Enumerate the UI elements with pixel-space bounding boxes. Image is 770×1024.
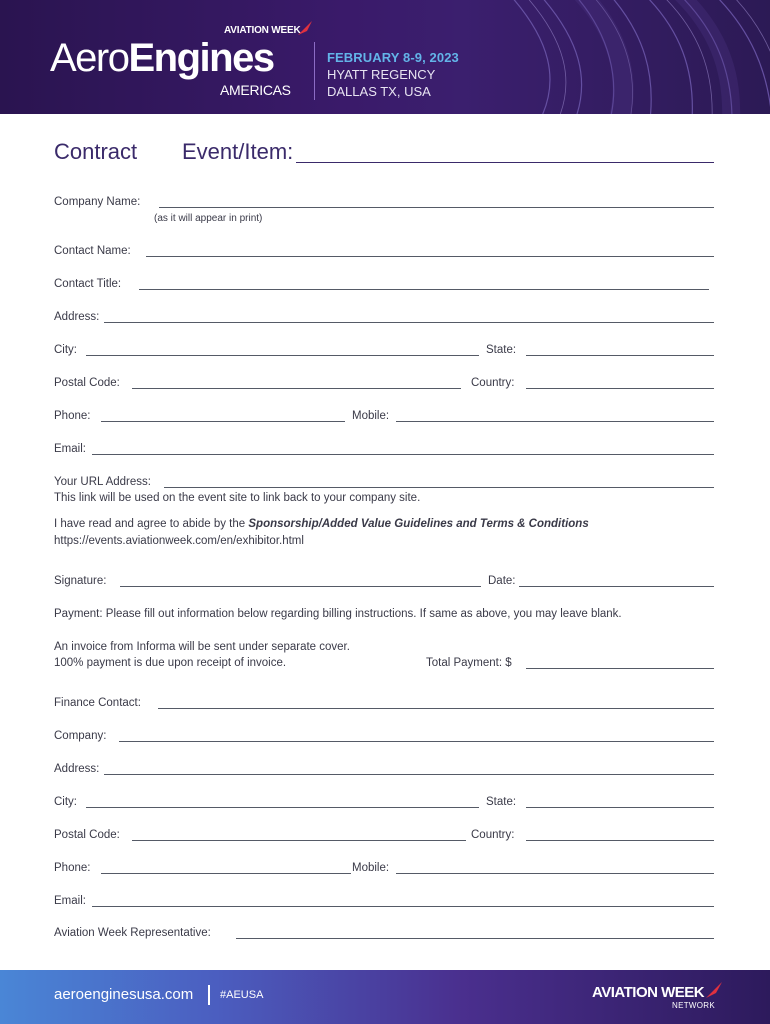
billing-postal-code-input[interactable] (132, 829, 466, 841)
footer-hashtag: #AEUSA (220, 989, 264, 1001)
page-title: Contract (54, 139, 138, 164)
billing-company-label: Company: (54, 730, 107, 742)
billing-country-label: Country: (471, 829, 515, 841)
signature-input[interactable] (120, 575, 481, 587)
header-divider (314, 42, 315, 100)
invoice-note-line1: An invoice from Informa will be sent under separate cover. (54, 641, 350, 653)
mobile-input[interactable] (396, 410, 714, 422)
company-name-label: Company Name: (54, 196, 141, 208)
company-name-input[interactable] (159, 196, 714, 208)
city-label: City: (54, 344, 77, 356)
total-payment-input[interactable] (526, 657, 714, 669)
address-input[interactable] (104, 311, 714, 323)
billing-phone-label: Phone: (54, 862, 91, 874)
billing-postal-code-label: Postal Code: (54, 829, 120, 841)
phone-input[interactable] (101, 410, 345, 422)
url-address-input[interactable] (164, 476, 714, 488)
representative-label: Aviation Week Representative: (54, 927, 211, 939)
aviation-week-mark-icon (296, 19, 314, 37)
phone-label: Phone: (54, 410, 91, 422)
billing-city-input[interactable] (86, 796, 479, 808)
company-name-note: (as it will appear in print) (154, 213, 263, 224)
engine-blades-graphic (470, 0, 770, 114)
billing-city-label: City: (54, 796, 77, 808)
aviation-week-mark-icon (704, 980, 724, 1000)
billing-country-input[interactable] (526, 829, 714, 841)
logo-engines-text: Engines (128, 36, 274, 80)
postal-code-label: Postal Code: (54, 377, 120, 389)
footer-banner (0, 970, 770, 1024)
billing-address-label: Address: (54, 763, 100, 775)
agreement-text (54, 518, 589, 530)
aeroengines-logo (50, 36, 274, 80)
billing-mobile-input[interactable] (396, 862, 714, 874)
contact-name-label: Contact Name: (54, 245, 131, 257)
country-input[interactable] (526, 377, 714, 389)
terms-emphasis: Sponsorship/Added Value Guidelines and Terms & Conditions (248, 518, 589, 530)
event-venue: HYATT REGENCY (327, 67, 436, 82)
mobile-label: Mobile: (352, 410, 390, 422)
logo-aero-text: Aero (50, 36, 129, 80)
billing-company-input[interactable] (119, 730, 714, 742)
state-label: State: (486, 344, 517, 356)
event-item-input[interactable] (296, 161, 714, 163)
finance-contact-input[interactable] (158, 697, 714, 709)
billing-state-input[interactable] (526, 796, 714, 808)
address-label: Address: (54, 311, 100, 323)
billing-state-label: State: (486, 796, 517, 808)
postal-code-input[interactable] (132, 377, 461, 389)
footer-network: NETWORK (672, 1001, 715, 1010)
contact-title-input[interactable] (139, 278, 709, 290)
event-date: FEBRUARY 8-9, 2023 (327, 50, 459, 65)
date-label: Date: (488, 575, 516, 587)
payment-intro: Payment: Please fill out information below regarding billing instructions. If same as above, you may leave blank. (54, 608, 622, 620)
email-label: Email: (54, 443, 86, 455)
contact-title-label: Contact Title: (54, 278, 122, 290)
billing-mobile-label: Mobile: (352, 862, 390, 874)
agreement-prefix: I have read and agree to abide by the (54, 518, 249, 530)
footer-divider (208, 985, 210, 1005)
representative-input[interactable] (236, 927, 714, 939)
footer-brand: AVIATION WEEK (592, 984, 705, 1001)
billing-email-input[interactable] (92, 895, 714, 907)
state-input[interactable] (526, 344, 714, 356)
email-input[interactable] (92, 443, 714, 455)
invoice-note-line2: 100% payment is due upon receipt of invoice. (54, 657, 287, 669)
event-item-label: Event/Item: (182, 139, 294, 164)
city-input[interactable] (86, 344, 479, 356)
finance-contact-label: Finance Contact: (54, 697, 141, 709)
aviation-week-brand-small: AVIATION WEEK (224, 25, 301, 36)
billing-phone-input[interactable] (101, 862, 351, 874)
terms-url[interactable]: https://events.aviationweek.com/en/exhibitor.html (54, 535, 304, 547)
billing-email-label: Email: (54, 895, 86, 907)
header-banner (0, 0, 770, 114)
country-label: Country: (471, 377, 515, 389)
url-address-label: Your URL Address: (54, 476, 151, 488)
billing-address-input[interactable] (104, 763, 714, 775)
contact-name-input[interactable] (146, 245, 714, 257)
footer-website-link[interactable]: aeroenginesusa.com (54, 986, 194, 1003)
total-payment-label: Total Payment: $ (426, 657, 512, 669)
date-input[interactable] (519, 575, 714, 587)
url-note: This link will be used on the event site to link back to your company site. (54, 492, 421, 504)
signature-label: Signature: (54, 575, 107, 587)
event-city: DALLAS TX, USA (327, 84, 431, 99)
logo-americas-text: AMERICAS (220, 82, 291, 98)
